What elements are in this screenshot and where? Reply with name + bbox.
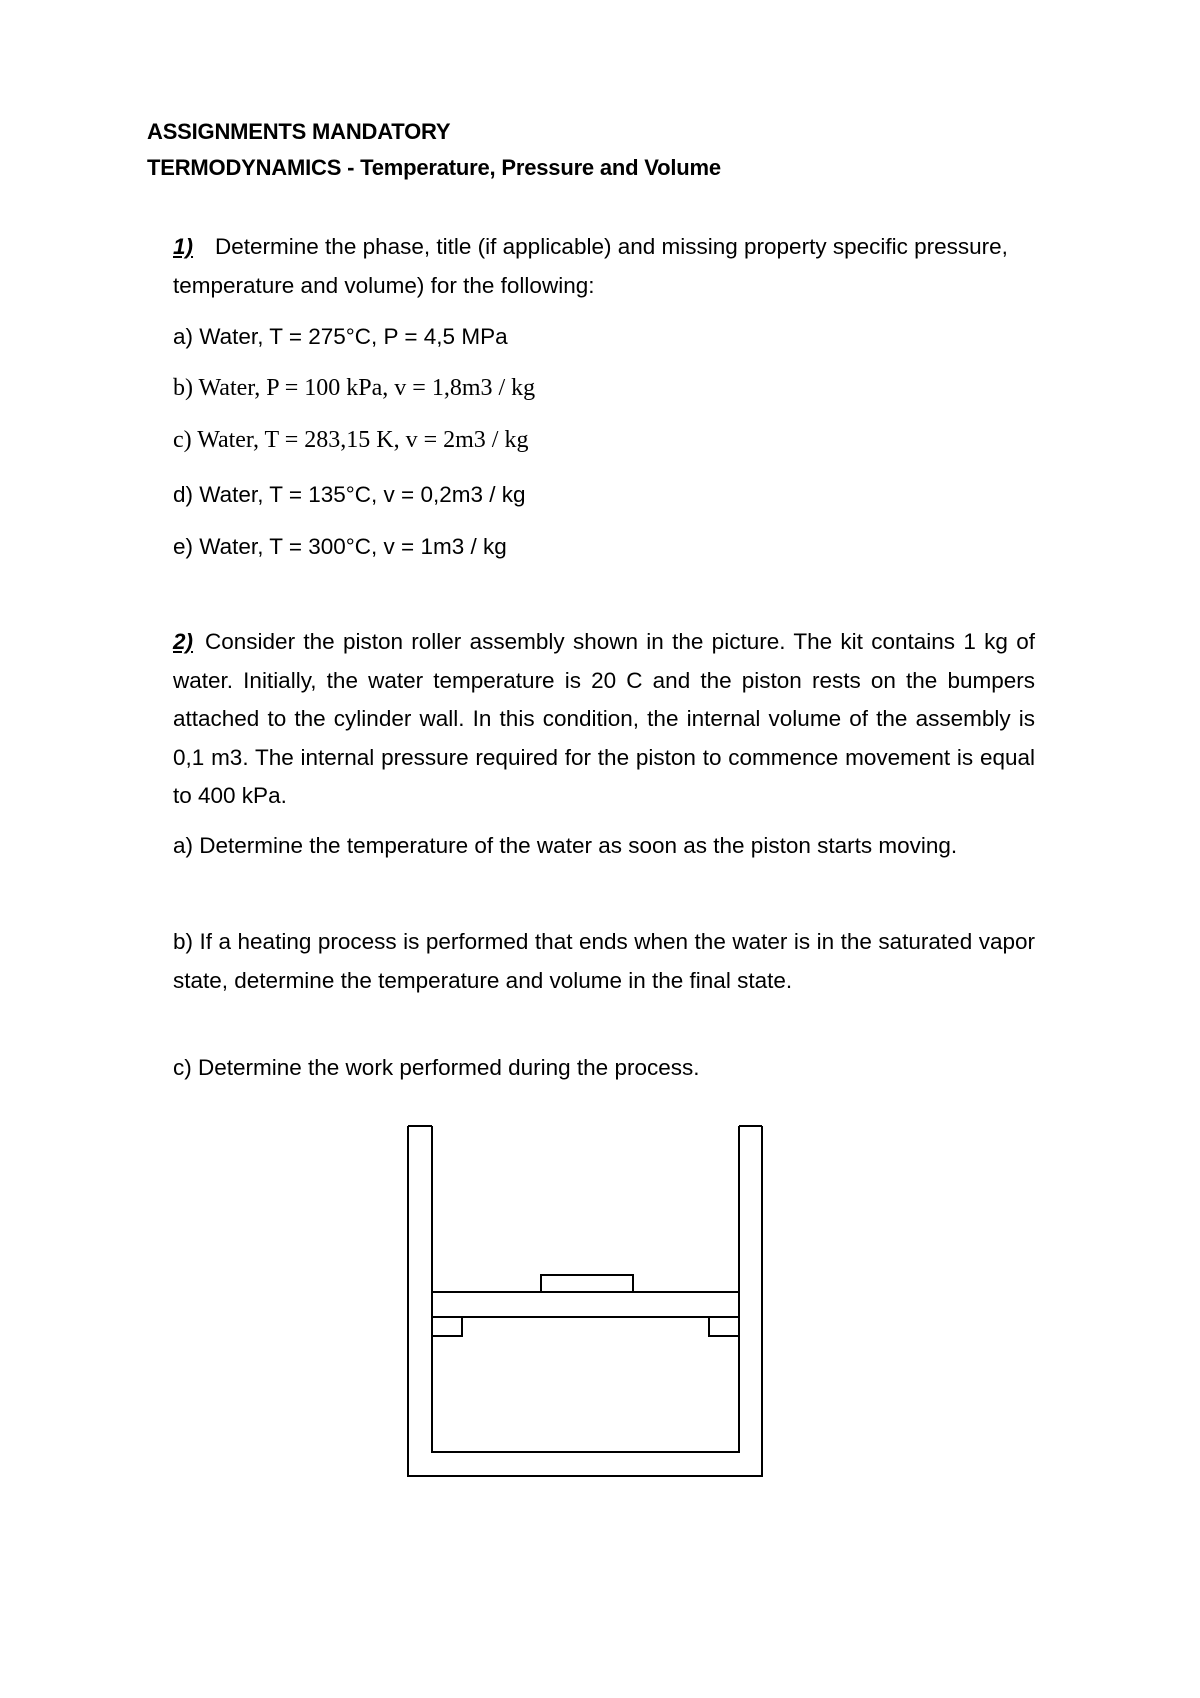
q1-item-b: b) Water, P = 100 kPa, v = 1,8m3 / kg (173, 375, 536, 401)
cylinder-inner-wall (432, 1126, 739, 1452)
cylinder-outer-wall (408, 1126, 762, 1476)
q1-item-d: d) Water, T = 135°C, v = 0,2m3 / kg (173, 482, 526, 507)
question-2-number: 2) (173, 629, 194, 654)
question-1-number: 1) (173, 234, 194, 259)
document-subtitle: TERMODYNAMICS - Temperature, Pressure and Volume (147, 155, 721, 180)
piston-weight (541, 1275, 633, 1292)
question-2-text: Consider the piston roller assembly shown in the picture. The kit contains 1 kg of water. Initially, the water temperature is 20 C and the piston rests on the bumpers attached to the cylinder wall. In this condition, the internal volume of the assembly is 0,1 m3. The internal pressure required for the piston to commence movement is equal to 400 kPa. (173, 629, 1035, 808)
stopper-left (432, 1317, 462, 1336)
q2-part-a: a) Determine the temperature of the water as soon as the piston starts moving. (173, 833, 958, 858)
q1-item-a: a) Water, T = 275°C, P = 4,5 MPa (173, 324, 508, 349)
q1-item-c: c) Water, T = 283,15 K, v = 2m3 / kg (173, 427, 529, 453)
piston (432, 1292, 739, 1317)
q1-item-e: e) Water, T = 300°C, v = 1m3 / kg (173, 534, 507, 559)
document-title: ASSIGNMENTS MANDATORY (147, 119, 451, 144)
question-1-text: Determine the phase, title (if applicable) and missing property specific pressure, temperature and volume) for the following: (173, 234, 1008, 298)
q2-part-b: b) If a heating process is performed that ends when the water is in the saturated vapor state, determine the temperature and volume in the final state. (173, 929, 1035, 993)
q2-part-c: c) Determine the work performed during the process. (173, 1055, 700, 1080)
stopper-right (709, 1317, 739, 1336)
